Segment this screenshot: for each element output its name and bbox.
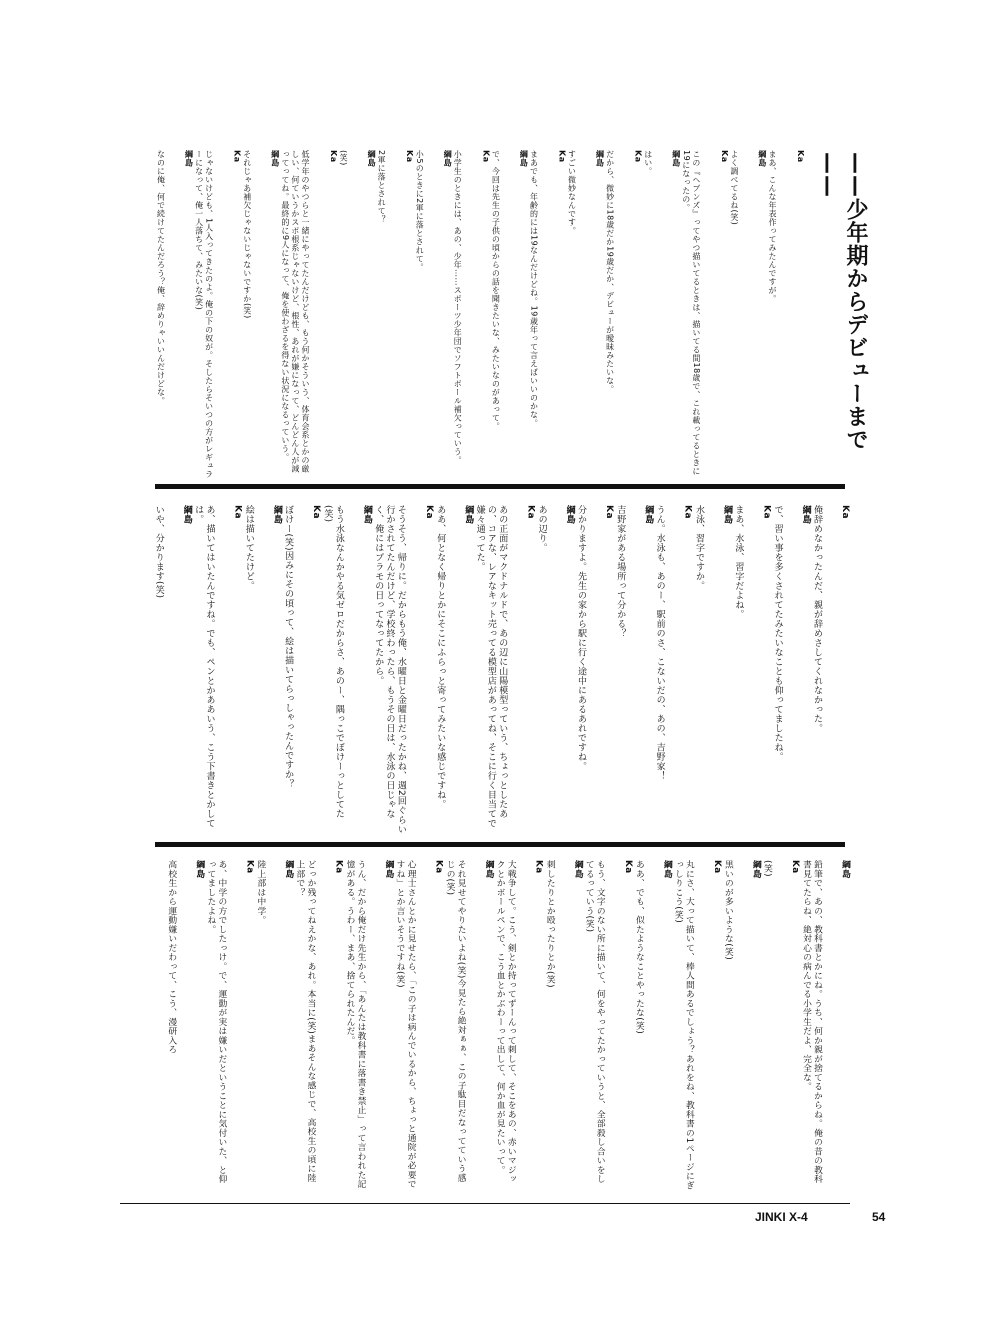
magazine-title: JINKI X-4 [755,1210,808,1224]
dialogue-text: はい。 [643,150,653,176]
dialogue-turn [566,150,604,480]
dialogue-text: 低学年のやつらと一緒にやってたんだけども、もう何かそういう、体育会系とかの厳しい、何ていうかスポ根系じゃないけど、根性、あれが嫌になって、どんどん人が減ってってね。最終的に9人になって、俺を使わざるを得ない状況になるっていう。 [280,150,310,473]
dialogue-turn [633,860,672,1190]
speaker-label: Ka [633,150,643,163]
dialogue-turn [338,150,376,480]
speaker-label: 綱島 [643,505,654,524]
dialogue-turn [155,150,193,480]
dialogue-text: (笑) [339,150,349,166]
dialogue-turn [771,505,810,835]
dialogue-text: そうそう、帰りに。だからもう俺、水曜日と金曜日だったかね、週2回ぐらい行かされてたんだけど、学校終わったら、もうその日は、水泳の日じゃなく、俺にはプラモの日ってなってたから。 [373,505,406,835]
dialogue-turn [672,860,722,1190]
dialogue-text: よく調べてるね(笑) [729,150,739,226]
speaker-label: Ka [328,150,338,163]
speaker-label: 綱島 [194,860,205,879]
interview-block-1 [150,150,850,480]
dialogue-text: 分かりますよ。先生の家から駅に行く途中にあるあれですね。 [575,505,586,771]
dialogue-text: 刺したりとか殴ったりとか(笑) [544,860,555,989]
dialogue-turn [800,860,850,1190]
dialogue-text: うん、だから俺だけ先生から、「あんたは教科書に落書き禁止」って言われた記憶がある。うわー、まあ、捨てられたんだ。 [344,860,366,1189]
dialogue-turn [722,860,761,1190]
speaker-label: Ka [711,860,722,874]
speaker-label: Ka [557,150,567,163]
speaker-label: Ka [796,150,805,163]
dialogue-text: あ、中学の方でしたっけ。で、運動が実は嫌いだということに気付いた、と仰ってましたよね。 [205,860,227,1184]
speaker-label: 綱島 [757,150,767,167]
dialogue-turn [434,505,473,835]
dialogue-turn [343,860,393,1190]
speaker-label: Ka [761,505,772,520]
speaker-label: Ka [622,860,633,874]
dialogue-turn [575,505,614,835]
dialogue-turn [394,860,444,1190]
dialogue-turn [452,150,490,480]
dialogue-text: じゃないけども、1人入ってきたのよ。俺の下の奴が。そしたらそいつの方がレギュラーになって、俺一人落ちて、みたいな(笑) [194,150,214,479]
dialogue-turn [242,505,281,835]
speaker-label: Ka [533,860,544,874]
dialogue-text: ああ、何となく帰りとかにそこにふらっと寄ってみたいな感じですね。 [435,505,446,809]
speaker-label: 綱島 [519,150,529,167]
dialogue-turn [444,860,494,1190]
page-number: 54 [872,1210,886,1224]
speaker-label: Ka [423,505,434,520]
interview-block-3 [150,860,850,1190]
dialogue-text: いや、分かります(笑) [153,505,164,599]
speaker-label: 綱島 [463,505,474,524]
speaker-label: Ka [525,505,536,520]
interview-block-2 [150,505,850,835]
divider-rule-1 [155,484,845,489]
speaker-label: 綱島 [383,860,394,879]
dialogue-turn [152,505,191,835]
speaker-label: 綱島 [661,860,672,879]
dialogue-turn [811,505,850,835]
dialogue-text: それじゃあ補欠じゃないじゃないですか(笑) [242,150,252,319]
speaker-label: Ka [232,150,242,163]
dialogue-text: もう水泳なんかやる気ゼロだからさ、あのー、隅っこでぼけーっとしてた(笑) [322,505,344,819]
dialogue-text: この『ヘブンズ』ってやつ描いてるときは、描いてる間18歳で、これ載ってるときに19になったの。 [681,150,701,476]
dialogue-text: 小5のときに2軍に落とされて。 [415,150,425,272]
dialogue-turn [614,505,653,835]
dialogue-turn [490,150,528,480]
interview-column-1 [155,150,805,480]
dialogue-turn [693,505,732,835]
speaker-label: 綱島 [840,860,850,879]
dialogue-text: それ見せてやりたいよね(笑)今見たら絶対ぁぁ、この子駄目だなってていう感じの(笑) [444,860,466,1183]
dialogue-turn [681,150,729,480]
speaker-label: Ka [405,150,415,163]
speaker-label: 綱島 [184,150,194,167]
dialogue-text: 絵は描いてたけど。 [243,505,254,591]
dialogue-text: 陸上部は中学。 [255,860,266,925]
dialogue-turn [761,860,800,1190]
speaker-label: 綱島 [750,860,761,879]
speaker-label: 綱島 [483,860,494,879]
interview-column-2 [152,505,850,835]
dialogue-text: うん。水泳も、あのー、駅前のさ、こないだの、あの、吉野家！ [654,505,665,781]
dialogue-text: 2軍に落とされて？ [377,150,387,224]
speaker-label: 綱島 [361,505,372,524]
dialogue-text: まあでも、年齢的には19なんだけどね。19歳年って言えばいいのかな。 [529,150,539,428]
dialogue-turn [494,860,544,1190]
speaker-label: Ka [603,505,614,520]
speaker-label: 綱島 [283,860,294,879]
speaker-label: Ka [333,860,344,874]
dialogue-text: 吉野家がある場所って分かる？ [615,505,626,638]
dialogue-text: 俺辞めなかったんだ、親が辞めさしてくれなかった。 [812,505,822,733]
dialogue-text: 大戦争して。こう、剣とか持ってずーんって刺して、そこをあの、赤いマジックとかボールペンで、こう血とかぶわーって出して、何か血が見たいって。 [494,860,516,1184]
speaker-label: 綱島 [443,150,453,167]
speaker-label: 綱島 [800,505,811,524]
speaker-label: 綱島 [671,150,681,167]
dialogue-turn [767,150,805,480]
dialogue-turn [653,505,692,835]
speaker-label: 綱島 [367,150,377,167]
dialogue-turn [414,150,452,480]
footer-rule [120,1203,850,1204]
dialogue-turn [729,150,767,480]
speaker-label: Ka [433,860,444,874]
dialogue-text: だから、微妙に18歳だか19歳だか、デビューが曖昧みたいな。 [605,150,615,394]
dialogue-turn [165,860,204,1190]
dialogue-text: どっか残ってねえかな、あれ。本当に(笑)まあそんな感じで、高校生の頃に陸上部で？ [294,860,316,1183]
dialogue-turn [204,860,254,1190]
speaker-label: 綱島 [181,505,192,524]
dialogue-text: なのに俺、何で続けてたんだろう？俺、辞めりゃいいんだけどな。 [156,150,166,405]
dialogue-turn [583,860,633,1190]
dialogue-turn [192,505,243,835]
dialogue-turn [605,150,643,480]
dialogue-text: で、習い事を多くされてたみたいなことも仰ってましたね。 [772,505,783,762]
dialogue-turn [643,150,681,480]
dialogue-turn [372,505,434,835]
speaker-label: Ka [682,505,693,520]
dialogue-turn [544,860,583,1190]
dialogue-text: 鉛筆で、あの、教科書とかにね。うち、何か親が捨てるからね。俺の昔の教科書見てたらね、絶対心の病んでる小学生だよ、完全な。 [800,860,822,1184]
dialogue-text: 心理士さんとかに見せたら、「この子は病んでいるから、ちょっと通院が必要ですね」とか言いそうですね(笑) [394,860,416,1189]
speaker-label: 綱島 [564,505,575,524]
speaker-label: Ka [719,150,729,163]
dialogue-turn [528,150,566,480]
dialogue-text: もう、文字のない所に描いて、何をやってたかっていうと、全部殺し合いをしてるっていう(笑) [583,860,605,1184]
section-heading: ——少年期からデビューまで—— [815,152,868,451]
dialogue-turn [280,150,338,480]
dialogue-text: 丸にさ、大って描いて、棒人間あるでしょう？あれをね、教科書の1ページにぎっしりこう(笑) [672,860,694,1190]
dialogue-turn [473,505,535,835]
dialogue-text: ぼけー(笑)因みにその頃って、絵は描いてらっしゃったんですか？ [283,505,294,789]
dialogue-text: まあ、水泳、習字だよね。 [733,505,744,619]
dialogue-turn [194,150,242,480]
dialogue-turn [535,505,574,835]
dialogue-text: (笑) [761,860,772,878]
dialogue-text: あ、描いてはいたんですね。でも、ペンとかああいう、こう下書きとかしては。 [193,505,215,828]
speaker-label: Ka [244,860,255,874]
dialogue-turn [293,860,343,1190]
interview-column-3 [165,860,850,1190]
dialogue-turn [242,150,280,480]
dialogue-turn [254,860,293,1190]
dialogue-text: あの辺り。 [536,505,547,553]
speaker-label: Ka [232,505,243,520]
dialogue-turn [282,505,321,835]
speaker-label: Ka [840,505,850,520]
dialogue-turn [376,150,414,480]
dialogue-turn [732,505,771,835]
speaker-label: 綱島 [721,505,732,524]
dialogue-text: まあ、こんな年表作ってみたんですが。 [768,150,777,303]
dialogue-text: すごい微妙なんです。 [567,150,577,235]
dialogue-text: 水泳、習字ですか。 [693,505,704,591]
dialogue-turn [321,505,372,835]
dialogue-text: あの正面がマクドナルドで、あの辺に山陽模型っていう、ちょっとしたあの、コアな、レアなキット売ってる模型店があってね、そこに行く目当てで嫌々通ってた。 [474,505,508,828]
speaker-label: Ka [481,150,491,163]
dialogue-text: で、今回は先生の子供の頃からの話を聞きたいな、みたいなのがあって。 [491,150,501,431]
speaker-label: 綱島 [595,150,605,167]
speaker-label: 綱島 [271,505,282,524]
speaker-label: Ka [789,860,800,874]
speaker-label: Ka [311,505,322,520]
speaker-label: 綱島 [572,860,583,879]
divider-rule-2 [155,842,845,847]
dialogue-text: ああ、でも、似たようなことやったな(笑) [633,860,644,1035]
dialogue-text: 高校生から運動嫌いだわって、こう、漫研入ろ [166,860,177,1055]
dialogue-text: 黒いのが多いような(笑) [722,860,733,961]
dialogue-text: 小学生のときには、あの、少年……スポーツ少年団でソフトボール補欠っていう。 [453,150,463,465]
speaker-label: 綱島 [270,150,280,167]
